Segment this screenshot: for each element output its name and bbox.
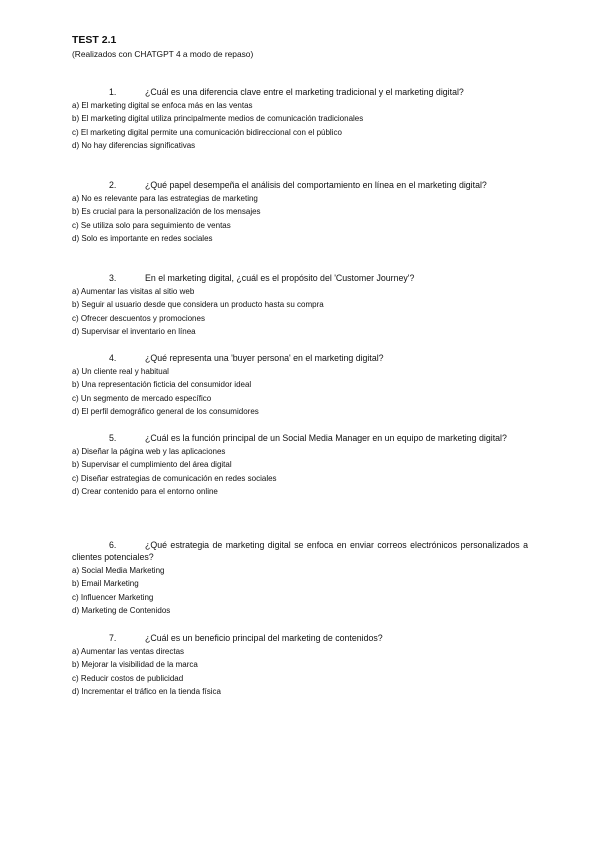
option-b: b) Seguir al usuario desde que considera un producto hasta su compra	[72, 300, 324, 310]
option-b: b) Una representación ficticia del consumidor ideal	[72, 380, 252, 390]
option-d: d) Incrementar el tráfico en la tienda física	[72, 686, 221, 696]
option-b: b) Mejorar la visibilidad de la marca	[72, 660, 198, 670]
option-a: a) Diseñar la página web y las aplicaciones	[72, 447, 226, 456]
option-c: c) El marketing digital permite una comunicación bidireccional con el público	[72, 127, 342, 137]
option-c: c) Diseñar estrategias de comunicación en redes sociales	[72, 473, 277, 483]
option-c: c) Reducir costos de publicidad	[72, 673, 184, 683]
options-list	[72, 445, 528, 498]
option-c: c) Se utiliza solo para seguimiento de ventas	[72, 220, 231, 230]
option-c: c) Influencer Marketing	[72, 592, 154, 602]
question-7	[72, 632, 528, 698]
options-list	[72, 645, 528, 698]
option-d: d) No hay diferencias significativas	[72, 140, 196, 150]
document-page	[72, 34, 528, 60]
option-d: d) Supervisar el inventario en línea	[72, 326, 196, 336]
question-text: 1. ¿Cuál es una diferencia clave entre el marketing tradicional y el marketing digital?	[109, 87, 464, 97]
option-b: b) Email Marketing	[72, 579, 139, 589]
question-2	[72, 179, 528, 245]
question-4	[72, 352, 528, 418]
option-a: a) Aumentar las ventas directas	[72, 647, 185, 656]
option-d: d) Crear contenido para el entorno online	[72, 486, 218, 496]
option-a: a) El marketing digital se enfoca más en las ventas	[72, 101, 253, 110]
question-number: 6.	[109, 540, 117, 550]
option-a: a) Un cliente real y habitual	[72, 367, 169, 376]
options-list	[72, 192, 528, 245]
option-b: b) Supervisar el cumplimiento del área digital	[72, 460, 232, 470]
option-a: a) No es relevante para las estrategias de marketing	[72, 194, 258, 203]
question-number: 3.	[109, 273, 117, 283]
option-d: d) El perfil demográfico general de los consumidores	[72, 406, 259, 416]
options-list	[72, 285, 528, 338]
question-text: 6. ¿Qué estrategia de marketing digital se enfoca en enviar correos electrónicos personalizados a clientes potenciales?	[72, 540, 528, 562]
question-1	[72, 86, 528, 152]
option-a: a) Social Media Marketing	[72, 566, 165, 575]
option-c: c) Ofrecer descuentos y promociones	[72, 313, 205, 323]
question-number: 2.	[109, 180, 117, 190]
option-d: d) Solo es importante en redes sociales	[72, 233, 213, 243]
question-text: 7. ¿Cuál es un beneficio principal del marketing de contenidos?	[109, 633, 383, 643]
question-number: 7.	[109, 633, 117, 643]
question-3	[72, 272, 528, 338]
question-5	[72, 432, 528, 498]
question-6	[72, 539, 528, 617]
question-text: 5. ¿Cuál es la función principal de un Social Media Manager en un equipo de marketing digital?	[109, 433, 507, 443]
question-number: 1.	[109, 87, 117, 97]
option-b: b) Es crucial para la personalización de los mensajes	[72, 207, 261, 217]
options-list	[72, 564, 528, 617]
question-text: 3. En el marketing digital, ¿cuál es el propósito del 'Customer Journey'?	[109, 273, 415, 283]
options-list	[72, 99, 528, 152]
option-c: c) Un segmento de mercado específico	[72, 393, 212, 403]
option-b: b) El marketing digital utiliza principalmente medios de comunicación tradicionales	[72, 114, 364, 124]
question-text: 2. ¿Qué papel desempeña el análisis del comportamiento en línea en el marketing digital?	[109, 180, 487, 190]
question-number: 4.	[109, 353, 117, 363]
document-subtitle: (Realizados con CHATGPT 4 a modo de repaso)	[72, 49, 254, 59]
document-title: TEST 2.1	[72, 34, 117, 46]
option-a: a) Aumentar las visitas al sitio web	[72, 287, 195, 296]
question-text: 4. ¿Qué representa una 'buyer persona' en el marketing digital?	[109, 353, 384, 363]
option-d: d) Marketing de Contenidos	[72, 605, 171, 615]
options-list	[72, 365, 528, 418]
question-number: 5.	[109, 433, 117, 443]
